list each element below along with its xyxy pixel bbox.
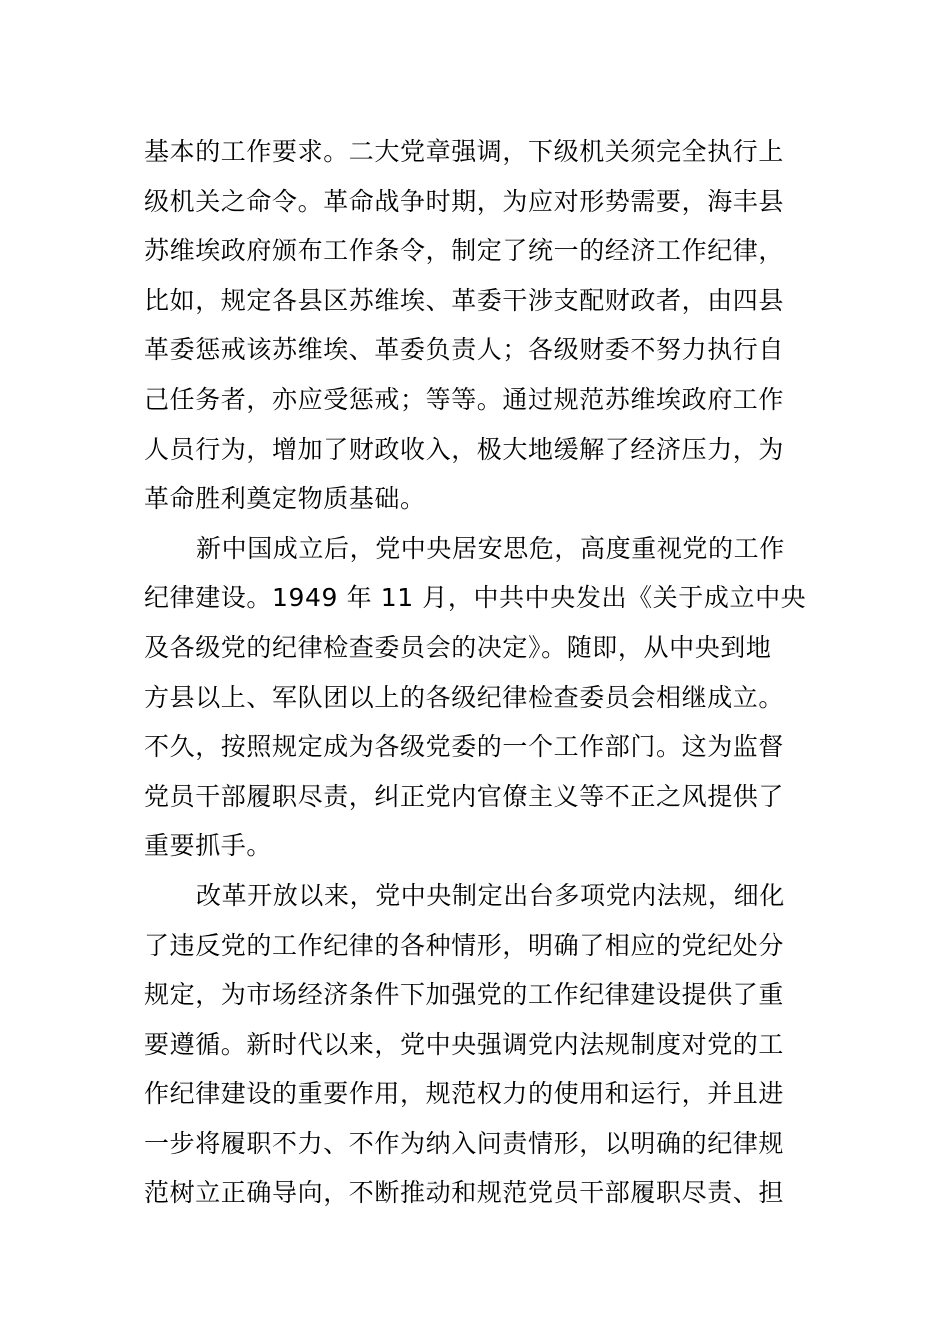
text-line: 革委惩戒该苏维埃、革委负责人；各级财委不努力执行自 bbox=[144, 335, 785, 365]
text-line: 人员行为，增加了财政收入，极大地缓解了经济压力，为 bbox=[144, 434, 785, 464]
text-line: 基本的工作要求。二大党章强调，下级机关须完全执行上 bbox=[144, 137, 785, 166]
text-line: 重要抓手。 bbox=[144, 831, 273, 861]
text-line: 党员干部履职尽责，纠正党内官僚主义等不正之风提供了 bbox=[144, 781, 785, 811]
text-line: 己任务者，亦应受惩戒；等等。通过规范苏维埃政府工作 bbox=[144, 384, 785, 414]
text-line: 不久，按照规定成为各级党委的一个工作部门。这为监督 bbox=[144, 732, 785, 762]
text-line: 方县以上、军队团以上的各级纪律检查委员会相继成立。 bbox=[144, 682, 785, 712]
text-line: 规定，为市场经济条件下加强党的工作纪律建设提供了重 bbox=[144, 980, 785, 1010]
text-line: 了违反党的工作纪律的各种情形，明确了相应的党纪处分 bbox=[144, 930, 785, 960]
paragraph-first-line: 改革开放以来，党中央制定出台多项党内法规，细化 bbox=[196, 880, 785, 910]
text-line: 革命胜利奠定物质基础。 bbox=[144, 484, 426, 514]
text-line: 纪律建设。1949 年 11 月，中共中央发出《关于成立中央 bbox=[144, 583, 807, 613]
text-line: 作纪律建设的重要作用，规范权力的使用和运行，并且进 bbox=[144, 1079, 785, 1109]
text-line: 比如，规定各县区苏维埃、革委干涉支配财政者，由四县 bbox=[144, 285, 785, 315]
text-line: 级机关之命令。革命战争时期，为应对形势需要，海丰县 bbox=[144, 186, 785, 216]
text-line: 要遵循。新时代以来，党中央强调党内法规制度对党的工 bbox=[144, 1029, 785, 1059]
text-line: 苏维埃政府颁布工作条令，制定了统一的经济工作纪律， bbox=[144, 236, 785, 266]
text-line: 范树立正确导向，不断推动和规范党员干部履职尽责、担 bbox=[144, 1178, 785, 1208]
text-line: 一步将履职不力、不作为纳入问责情形，以明确的纪律规 bbox=[144, 1128, 785, 1158]
paragraph-first-line: 新中国成立后，党中央居安思危，高度重视党的工作 bbox=[196, 533, 785, 563]
text-line: 及各级党的纪律检查委员会的决定》。随即，从中央到地 bbox=[144, 632, 772, 662]
body-text bbox=[144, 127, 806, 1218]
